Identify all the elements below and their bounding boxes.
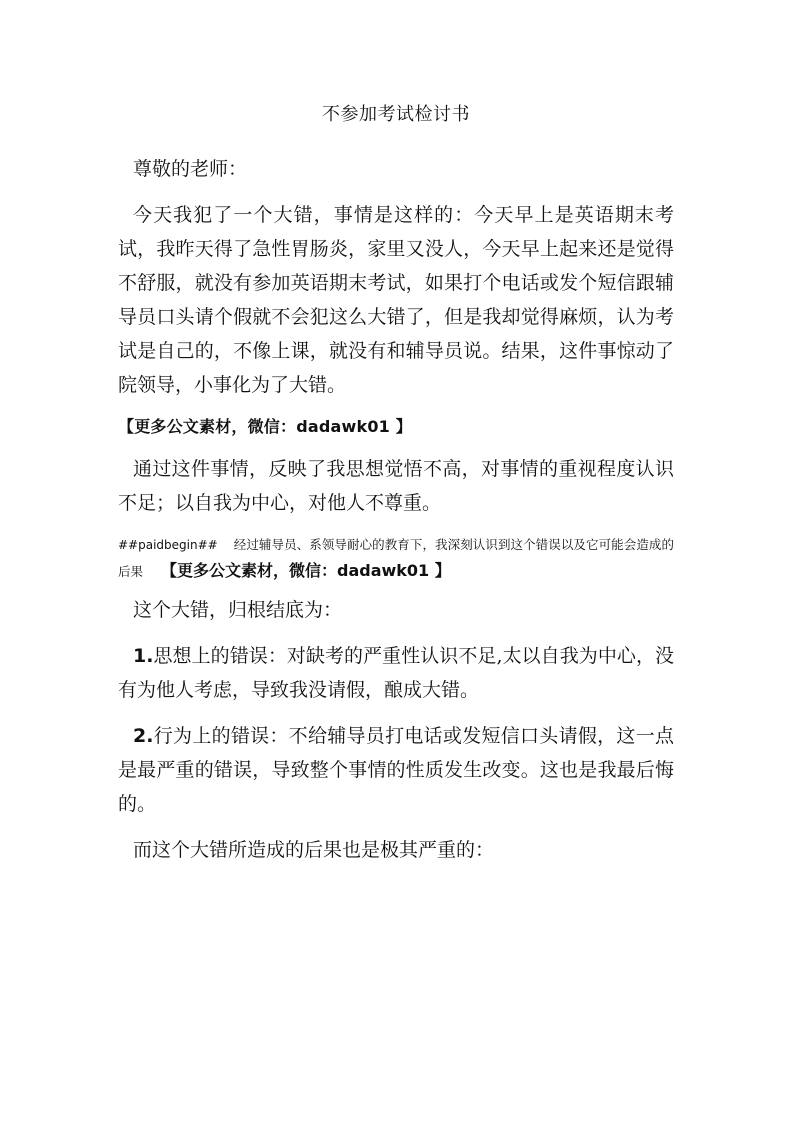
paragraph-consequence: 而这个大错所造成的后果也是极其严重的：: [133, 839, 495, 861]
list-item-1: [118, 639, 674, 707]
document-body: [118, 100, 674, 879]
promo-tag-inline: 【更多公文素材，微信：dadawk01 】: [161, 561, 451, 580]
paid-section: [118, 532, 674, 585]
paragraph-summary: 这个大错，归根结底为：: [133, 599, 343, 621]
paragraph-reflection: 通过这件事情，反映了我思想觉悟不高，对事情的重视程度认识不足；以自我为中心，对他人不尊重。: [118, 458, 674, 514]
paragraph-incident: 今天我犯了一个大错，事情是这样的：今天早上是英语期末考试，我昨天得了急性胃肠炎，家里又没人，今天早上起来还是觉得不舒服，就没有参加英语期末考试，如果打个电话或发个短信跟辅导员口头请个假就不会犯这么大错了，但是我却觉得麻烦，认为考试是自己的，不像上课，就没有和辅导员说。结果，这件事惊动了院领导，小事化为了大错。: [118, 204, 674, 396]
document-title: 不参加考试检讨书: [322, 104, 470, 125]
list-item-1-text: 思想上的错误：对缺考的严重性认识不足,太以自我为中心，没有为他人考虑，导致我没请假，酿成大错。: [118, 645, 674, 701]
paragraph-education: 经过辅导员、系领导耐心的教育下，我深刻认识到这个错误以及它可能会造成的后果: [118, 537, 674, 579]
promo-tag: 【更多公文素材，微信：dadawk01 】: [118, 417, 412, 436]
list-item-2-text: 行为上的错误：不给辅导员打电话或发短信口头请假，这一点是最严重的错误，导致整个事情的性质发生改变。这也是我最后悔的。: [118, 725, 674, 815]
list-item-2-number: 2.: [133, 725, 154, 747]
list-item-1-number: 1.: [133, 645, 154, 667]
list-item-2: [118, 719, 674, 821]
paid-marker: ##paidbegin##: [118, 538, 218, 552]
salutation: 尊敬的老师：: [133, 158, 248, 180]
